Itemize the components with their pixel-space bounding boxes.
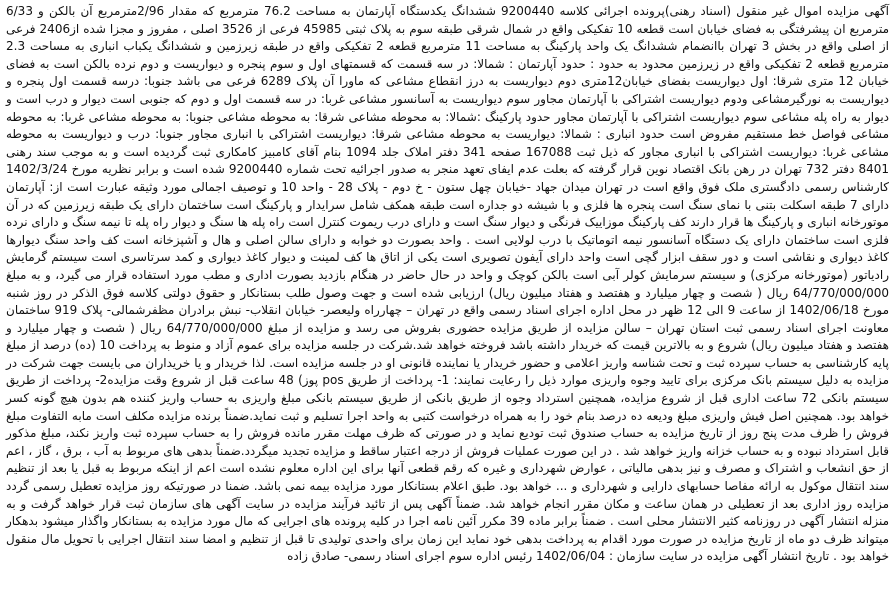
auction-notice	[4, 3, 891, 607]
notice-body-text: آگهی مزایده اموال غیر منقول (اسناد رهنی)پرونده اجرائی کلاسه 9200440 ششدانگ یکدستگاه آپارتمان به مساحت 76.2 مترمربع که مقدار 2/96مترمربع آن بالکن و 6/33 مترمربع ان پیشرفتگی به فضای خیابان است قطعه 10 تفکیکی واقع در شمال شرقی طبقه سوم به پلاک ثبتی 45985 فرعی از 3526 اصلی ، مفروز و مجزا شده از2406 فرعی از اصلی واقع در بخش 3 تهران باانضمام ششدانگ یک واحد پارکینگ به مساحت 11 مترمربع قطعه 2 تفکیکی واقع در طبقه زیرزمین و ششدانگ یکباب انباری به مساحت 2.3 مترمربع قطعه 2 تفکیکی واقع در زیرزمین محدود به حدود : حدود آپارتمان : شمالا: در سه قسمت که قسمتهای اول و سوم پنجره و دیواریست و دوم نرده بالکن است به فضای خیابان 12 متری شرقا: اول دیواریست بفضای خیابان12متری دوم دیواریست به درز انقطاع مشاعی که ماورا آن پلاک 6289 فرعی می باشد جنوبا: درسه قسمت اول پنجره و دیواریست به نورگیرمشاعی ودوم دیواریست اشتراکی با آپارتمان مجاور سوم دیواریست به آسانسور مشاعی غربا: در سه قسمت اول و دوم که جنوبی است دیوار و درب است و دیوار به راه پله مشاعی سوم دیواریست اشتراکی با آپارتمان مجاور حدود پارکینگ :شمالا: به محوطه مشاعی شرقا: به محوطه مشاعی جنوبا: به محوطه مشاعی غربا: به محوطه مشاعی فواصل خط مستقیم مفروض است حدود انباری : شمالا: دیواریست به محوطه مشاعی شرقا: دیواریست اشتراکی با انباری مجاور جنوبا: درب و دیواریست به محوطه مشاعی غربا: دیواریست اشتراکی با انباری مجاور که ذیل ثبت 167088 صفحه 341 دفتر املاک جلد 1094 بنام آقای کامبیز کامکاری ثبت گردیده است و به موجب سند رهنی 8401 دفتر 732 تهران در رهن بانک اقتصاد نوین قرار گرفته که بعلت عدم ایفای تعهد منجر به صدور اجرائیه تحت شماره 9200440 شده است و برابر نظریه مورخ 1402/3/24 کارشناس رسمی دادگستری ملک فوق واقع است در تهران میدان جهاد -خیابان چهل ستون - خ دوم - پلاک 28 - واحد 10 و توصیف اجمالی مورد وثیقه عبارت است از: آپارتمان دارای 7 طبقه اسکلت بتنی با نمای سنگ است پنجره ها فلزی و با شیشه دو جداره است طبقه همکف شامل سرایدار و پارکینگ است ساختمان دارای یک طبقه زیرزمین که در آن موتورخانه انباری و پارکینگ ها قرار دارند کف پارکینگ موزاییک فرنگی و دیوار سنگ است و دارای درب ریموت کنترل است راه پله ها سنگ و دیوار راه پله تا نیمه سنگ و دارای نرده فلزی است ساختمان دارای یک دستگاه آسانسور نیمه اتوماتیک با درب لولایی است . واحد بصورت دو خوابه و دارای سالن اصلی و هال و آشپزخانه است کف واحد سنگ دیوارها کاغذ دیواری و نقاشی است و دور سقف ابزار گچی است واحد دارای آیفون تصویری است یکی از اتاق ها کف لمینت و دیوار کاغذ دیواری و کمد سرتاسری است سیستم گرمایش رادیاتور (موتورخانه مرکزی) و سیستم سرمایش کولر آبی است بالکن کوچک و واحد در حال حاضر در هنگام بازدید بصورت اداری و مطب مورد استفاده قرار می گیرد، و به مبلغ 64/770/000/000 ریال ( شصت و چهار میلیارد و هفتصد و هفتاد میلیون ریال) ارزیابی شده است و جهت وصول طلب بستانکار و حقوق دولتی کلاسه فوق الذکر در روز شنبه مورخ 1402/06/18 از ساعت 9 الی 12 ظهر در محل اداره اجرای اسناد رسمی واقع در تهران – چهارراه ولیعصر- خیابان انقلاب- نبش برادران مظفرشمالی- پلاک 919 ساختمان معاونت اجرای اسناد رسمی ثبت استان تهران – سالن مزایده از طریق مزایده حضوری بفروش می رسد و مزایده از مبلغ 64/770/000/000 ریال ( شصت و چهار میلیارد و هفتصد و هفتاد میلیون ریال) شروع و به بالاترین قیمت که خریدار داشته باشد فروخته خواهد شد.شرکت در جلسه مزایده برای عموم آزاد و منوط به پرداخت 10 (ده) درصد از مبلغ پایه کارشناسی به حساب سپرده ثبت و تحت شناسه واریز اعلامی و حضور خریدار یا نماینده قانونی او در جلسه مزایده است. لذا خریدار و یا خریداران می بایست جهت شرکت در مزایده به دلیل سیستم بانک مرکزی برای تایید وجوه واریزی موارد ذیل را رعایت نمایند: 1- پرداخت از طریق pos پوز) 48 ساعت قبل از شروع وقت مزایده2- پرداخت از طریق سیستم بانکی 72 ساعت اداری قبل از شروع مزایده، همچنین استرداد وجوه از طریق بانکی از طریق سیستم بانکی مبلغ واریزی به حساب واریز کننده هم بدون هیچ گونه کسر خواهد بود. همچنین اصل فیش واریزی مبلغ ودیعه ده درصد بنام خود را به همراه درخواست کتبی به واحد اجرا تسلیم و ثبت نماید.ضمناً برنده مزایده مکلف است مابه التفاوت مبلغ فروش را ظرف مدت پنج روز از تاریخ مزایده به حساب صندوق ثبت تودیع نماید و در صورتی که ظرف مهلت مقرر مانده فروش را به حساب سپرده ثبت واریز نکند، مبلغ مذکور قابل استرداد نبوده و به حساب خزانه واریز خواهد شد . در این صورت عملیات فروش از درجه اعتبار ساقط و مزایده تجدید میگردد.ضمناً بدهی های مربوط به آب ، برق ، گاز ، اعم از حق انشعاب و اشتراک و مصرف و نیز بدهی مالیاتی ، عوارض شهرداری و غیره که رقم قطعی آنها برای این اداره معلوم نشده است اعم از اینکه مربوط به قبل یا بعد از تنظیم سند انتقال موکول به ارائه مفاصا حسابهای دارایی و شهرداری و ... خواهد بود. طبق اعلام بستانکار مورد مزایده بیمه نمی باشد. ضمنا در صورتیکه روز مزایده تعطیل رسمی گردد مزایده روز اداری بعد از تعطیلی در همان ساعت و مکان مقرر انجام خواهد شد. ضمناً آگهی پس از تائید فرآیند مزایده در سایت آگهی های سازمان ثبت قرار خواهد گرفت و به منزله انتشار آگهی در روزنامه کثیر الانتشار محلی است . ضمناً برابر ماده 39 مکرر آئین نامه اجرا در کلیه پرونده های اجرایی که مال مورد مزایده به بستانکار واگذار میشود بدهکار میتواند ظرف دو ماه از تاریخ مزایده در صورت مورد اقدام به پرداخت بدهی خود نماید این زمان برای واحدی تولیدی تا قبل از تنظیم و امضا سند انتقال اجرایی با تحویل مال منقول خواهد بود . تاریخ انتشار آگهی مزایده در سایت سازمان : 1402/06/04 رئیس اداره سوم اجرای اسناد رسمی- صادق زاده	[6, 4, 890, 564]
